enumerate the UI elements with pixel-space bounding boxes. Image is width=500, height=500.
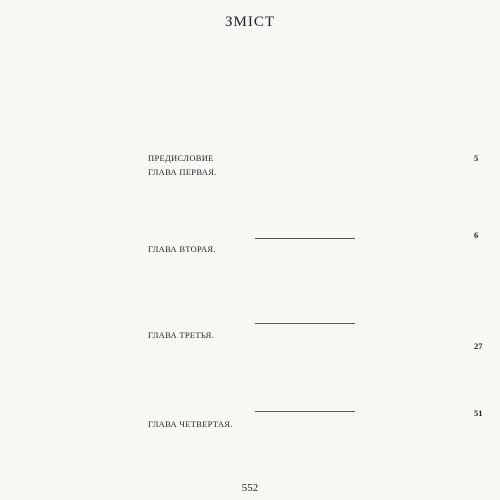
page-number: 5 bbox=[474, 153, 479, 163]
section-divider bbox=[255, 323, 355, 324]
toc-entry-chapter-1 bbox=[148, 167, 470, 177]
entry-title: ГЛАВА ВТОРАЯ. bbox=[148, 244, 216, 254]
entry-title: ПРЕДИСЛОВИЕ bbox=[148, 153, 214, 163]
entry-title: ГЛАВА ТРЕТЬЯ. bbox=[148, 330, 215, 340]
page-number: 27 bbox=[474, 341, 483, 351]
toc-entry-preface bbox=[148, 153, 470, 163]
entry-title: ГЛАВА ПЕРВАЯ. bbox=[148, 167, 217, 177]
page-heading: ЗМІСТ bbox=[224, 14, 275, 30]
entry-title: ГЛАВА ЧЕТВЕРТАЯ. bbox=[148, 419, 233, 429]
page-folio: 552 bbox=[241, 482, 259, 494]
toc-entry-chapter-3 bbox=[148, 330, 470, 340]
toc-entry-chapter-4 bbox=[148, 419, 470, 429]
page-number: 51 bbox=[474, 408, 483, 418]
section-divider bbox=[255, 238, 355, 239]
section-divider bbox=[255, 411, 355, 412]
page-number: 6 bbox=[474, 230, 479, 240]
toc-entry-chapter-2 bbox=[148, 244, 470, 254]
